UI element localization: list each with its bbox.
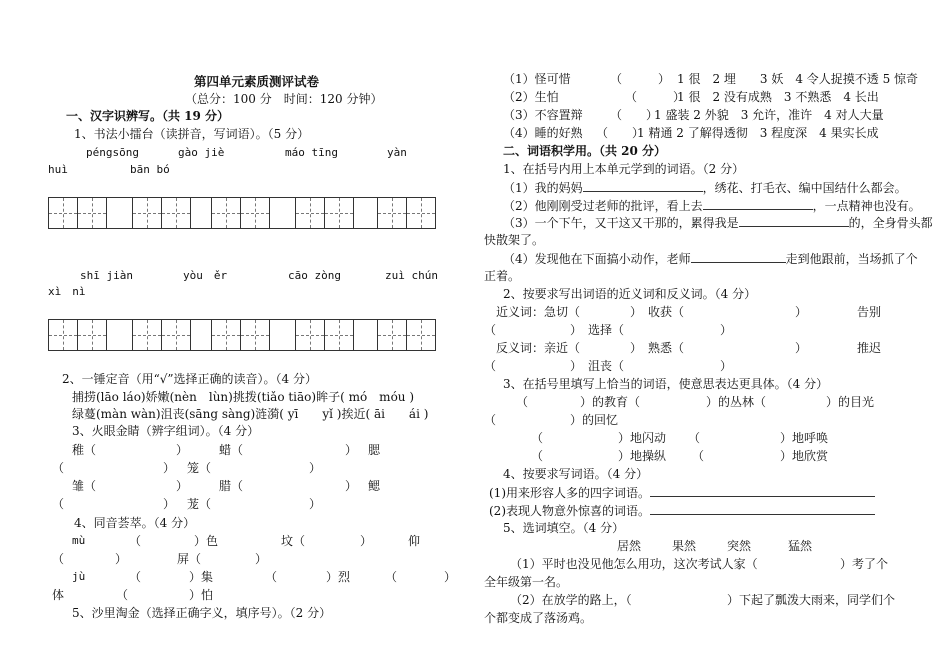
q4-text: ）: [115, 552, 128, 566]
r-q1-text: [503, 197, 921, 214]
section1-heading: 一、汉字识辨写。（共 19 分）: [66, 109, 230, 123]
r-q1-part: 的，全身骨头都: [848, 216, 933, 230]
q4-text: （: [129, 534, 142, 548]
pinyin: yòu ěr: [183, 269, 228, 282]
q3-text: 茏（: [187, 497, 212, 511]
r-q3-text: （: [688, 431, 701, 445]
r-q1-text: [503, 250, 918, 267]
q4-text: ）怕: [189, 588, 214, 602]
q1-prompt: 1、书法小擂台（读拼音，写词语）。（5 分）: [74, 127, 310, 141]
pinyin: máo tīng: [285, 146, 338, 159]
r-q3-text: （: [484, 413, 497, 427]
q5-item-paren: （ ）: [610, 72, 671, 86]
r-q2-text: ） 沮丧（: [570, 359, 625, 373]
r-q1-part: （3）一个下午，又干这又干那的，累得我是: [503, 216, 739, 230]
r-q4-item: [489, 502, 875, 519]
char-box-pair[interactable]: [295, 319, 354, 351]
r-q5-text: （2）在放学的路上，（: [510, 593, 632, 607]
writing-grid-row: [48, 319, 436, 351]
q4-text: 屏（: [177, 552, 202, 566]
answer-blank[interactable]: [650, 484, 875, 497]
r-q5-text: ）下起了瓢泼大雨来，同学们个: [727, 593, 896, 607]
r-q1-prompt: 1、在括号内用上本单元学到的词语。（2 分）: [503, 162, 745, 176]
q3-text: ）: [176, 443, 189, 457]
r-q5-text: 全年级第一名。: [484, 575, 569, 589]
r-q5-text: 个都变成了落汤鸡。: [484, 611, 593, 625]
r-q2-text: （: [484, 359, 497, 373]
pinyin: gào jiè: [178, 146, 225, 159]
q3-text: ）: [163, 497, 176, 511]
q4-text: 坟（: [281, 534, 306, 548]
r-q3-text: （: [531, 431, 544, 445]
r-q3-text: ）的丛林（: [706, 395, 767, 409]
q5-item-word: （4）睡的好熟: [503, 126, 583, 140]
r-q2-text: ） 选择（: [570, 323, 625, 337]
r-q2-prompt: 2、按要求写出词语的近义词和反义词。（4 分）: [503, 287, 757, 301]
pinyin: cāo zòng: [288, 269, 341, 282]
char-box-pair[interactable]: [48, 197, 107, 229]
r-q3-text: （: [692, 449, 705, 463]
r-q2-text: ）: [720, 359, 733, 373]
q3-prompt: 3、火眼金睛（辨字组词）。（4 分）: [72, 424, 260, 438]
char-box-pair[interactable]: [377, 197, 436, 229]
q5-item-paren: （ ）: [610, 108, 659, 122]
r-q4-item: [489, 484, 875, 501]
r-q4-text: (2)表现人物意外惊喜的词语。: [489, 504, 650, 518]
r-q1-part: （2）他刚刚受过老师的批评，看上去: [503, 199, 703, 213]
q4-text: （: [385, 570, 398, 584]
r-q2-text: 推迟: [857, 341, 882, 355]
char-box-pair[interactable]: [295, 197, 354, 229]
word-bank-item: 猛然: [788, 539, 813, 553]
r-q1-part: 走到他跟前，当场抓了个: [785, 252, 918, 266]
r-q1-text: [503, 179, 907, 196]
pinyin: zuì chún: [385, 269, 438, 282]
answer-blank[interactable]: [703, 197, 813, 210]
q4-text: （: [265, 570, 278, 584]
r-q2-text: ）: [795, 305, 808, 319]
q2-line: 捕捞(lāo láo)娇嫩(nèn lùn)挑拨(tiǎo tiāo)眸子( mó móu ): [72, 390, 415, 404]
pinyin: bān bó: [130, 163, 170, 176]
r-q2-text: ）: [795, 341, 808, 355]
writing-grid-row: [48, 197, 436, 229]
q5-item-word: （1）怪可惜: [503, 72, 571, 86]
q3-text: 鳃: [368, 479, 381, 493]
char-box-pair[interactable]: [48, 319, 107, 351]
q3-text: ）: [309, 461, 322, 475]
q4-text: 体: [52, 588, 65, 602]
r-q2-text: ） 收获（: [630, 305, 685, 319]
q5-item-options: 1 精通 2 了解得透彻 3 程度深 4 果实长成: [637, 126, 879, 140]
r-q5-text: ）考了个: [840, 557, 889, 571]
q3-text: ）: [176, 479, 189, 493]
q3-text: ）: [309, 497, 322, 511]
q4-pinyin: mù: [72, 534, 86, 547]
q4-text: （: [116, 588, 129, 602]
q4-pinyin: jù: [72, 570, 86, 583]
r-q1-part: ，一点精神也没有。: [812, 199, 921, 213]
r-q3-text: ）的回忆: [570, 413, 619, 427]
word-bank-item: 果然: [672, 539, 697, 553]
r-q3-text: ）的目光: [826, 395, 875, 409]
answer-blank[interactable]: [583, 179, 703, 192]
r-q1-text: 快散架了。: [484, 233, 545, 247]
q5-item-options: 1 很 2 埋 3 妖 4 令人捉摸不透 5 惊奇: [677, 72, 919, 86]
r-q1-part: （4）发现他在下面搞小动作，老师: [503, 252, 691, 266]
section2-heading: 二、词语积学用。（共 20 分）: [503, 144, 667, 158]
q4-text: ）: [360, 534, 373, 548]
r-q3-text: ）的教育（: [580, 395, 641, 409]
q5-item-options: 1 盛装 2 外貌 3 允许，准许 4 对人大量: [654, 108, 884, 122]
q5-item-paren: （ ）: [625, 90, 686, 104]
r-q2-text: ） 熟悉（: [630, 341, 685, 355]
q3-text: 腮: [368, 443, 381, 457]
r-q2-text: ）: [720, 323, 733, 337]
q4-text: ）集: [189, 570, 214, 584]
answer-blank[interactable]: [691, 250, 786, 263]
r-q3-prompt: 3、在括号里填写上恰当的词语，使意思表达更具体。（4 分）: [503, 377, 829, 391]
r-q2-text: 近义词：急切（: [496, 305, 581, 319]
r-q4-text: (1)用来形容人多的四字词语。: [489, 486, 650, 500]
q5-item-word: （2）生怕: [503, 90, 559, 104]
q4-text: ）: [444, 570, 457, 584]
r-q3-text: ）地操纵: [618, 449, 667, 463]
pinyin: huì: [48, 163, 68, 176]
q2-line: 绿蔓(màn wàn)沮丧(sāng sàng)涟漪( yī yǐ )挨近( āi ái ): [72, 407, 429, 421]
r-q1-text: [503, 214, 933, 231]
q3-text: 稚（: [72, 443, 97, 457]
q5-prompt: 5、沙里淘金（选择正确字义，填序号）。（2 分）: [72, 606, 332, 620]
pinyin: yàn: [387, 146, 407, 159]
r-q5-prompt: 5、选词填空。（4 分）: [503, 521, 625, 535]
q3-text: 笼（: [187, 461, 212, 475]
r-q3-text: ）地闪动: [618, 431, 667, 445]
q4-text: ）色: [194, 534, 219, 548]
q3-text: ）: [345, 443, 358, 457]
r-q4-prompt: 4、按要求写词语。（4 分）: [503, 467, 649, 481]
q3-text: 蜡（: [219, 443, 244, 457]
q4-text: ）烈: [326, 570, 351, 584]
pinyin: shī jiàn: [80, 269, 133, 282]
q2-prompt: 2、一锤定音（用“√”选择正确的读音）。（4 分）: [62, 372, 318, 386]
page-subtitle: （总分：100 分 时间：120 分钟）: [185, 92, 383, 106]
q5-item-word: （3）不容置辩: [503, 108, 583, 122]
word-bank-item: 居然: [617, 539, 642, 553]
char-box-pair[interactable]: [211, 197, 270, 229]
r-q2-text: （: [484, 323, 497, 337]
r-q2-text: 反义词：亲近（: [496, 341, 581, 355]
char-box-pair[interactable]: [377, 319, 436, 351]
q3-text: 雏（: [72, 479, 97, 493]
q3-text: （: [52, 461, 65, 475]
r-q3-text: ）地欣赏: [780, 449, 829, 463]
q3-text: （: [52, 497, 65, 511]
char-box-pair[interactable]: [211, 319, 270, 351]
q5-item-options: 1 很 2 没有成熟 3 不熟悉 4 长出: [677, 90, 879, 104]
r-q3-text: ）地呼唤: [780, 431, 829, 445]
char-box-pair[interactable]: [132, 197, 191, 229]
pinyin: xì nì: [48, 285, 86, 298]
q3-text: ）: [163, 461, 176, 475]
page-title: 第四单元素质测评试卷: [194, 74, 320, 89]
q5-item-paren: （ ）: [596, 126, 645, 140]
q3-text: 腊（: [219, 479, 244, 493]
r-q1-part: （1）我的妈妈: [503, 181, 583, 195]
r-q2-text: 告别: [857, 305, 882, 319]
q4-text: （: [52, 552, 65, 566]
r-q5-text: （1）平时也没见他怎么用功，这次考试人家（: [510, 557, 758, 571]
word-bank-item: 突然: [727, 539, 752, 553]
answer-blank[interactable]: [739, 214, 849, 227]
r-q1-part: ，绣花、打毛衣、编中国结什么都会。: [702, 181, 907, 195]
q4-text: 仰: [408, 534, 421, 548]
answer-blank[interactable]: [650, 502, 875, 515]
r-q3-text: （: [516, 395, 529, 409]
q3-text: ）: [345, 479, 358, 493]
r-q1-text: 正着。: [484, 269, 521, 283]
pinyin: péngsōng: [86, 146, 139, 159]
q4-text: （: [129, 570, 142, 584]
q4-prompt: 4、同音荟萃。（4 分）: [74, 516, 196, 530]
r-q3-text: （: [531, 449, 544, 463]
q4-text: ）: [255, 552, 268, 566]
char-box-pair[interactable]: [132, 319, 191, 351]
